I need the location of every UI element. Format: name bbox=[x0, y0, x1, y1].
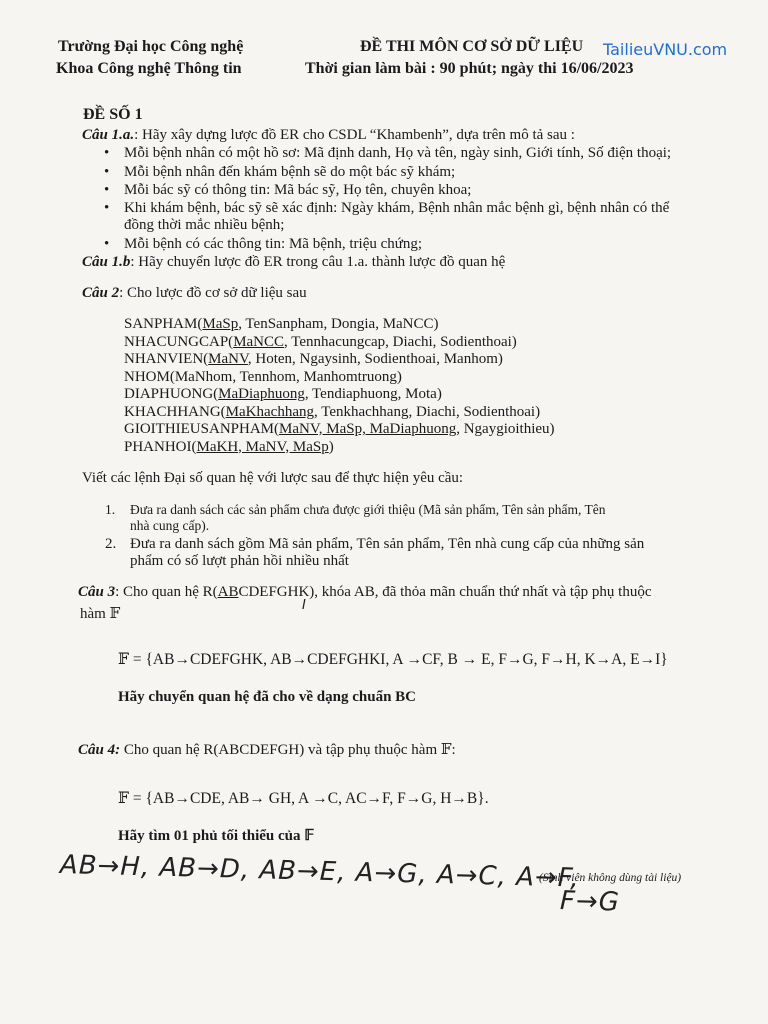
q2-item-1-cont: nhà cung cấp). bbox=[130, 518, 210, 533]
school-name: Trường Đại học Công nghệ bbox=[58, 38, 244, 55]
question-label: Câu 1.b bbox=[82, 254, 131, 270]
q4-fd-set: 𝔽 = {AB→CDE, AB→ GH, A →C, AC→F, F→G, H→B}. bbox=[118, 790, 489, 807]
relation-row: DIAPHUONG(MaDiaphuong, Tendiaphuong, Mota) bbox=[124, 386, 442, 402]
relation-list bbox=[124, 316, 555, 456]
handwritten-mark: I bbox=[302, 598, 306, 613]
q2-item-2: 2. Đưa ra danh sách gồm Mã sản phẩm, Tên sản phẩm, Tên nhà cung cấp của những sản bbox=[105, 536, 645, 552]
q2-item-2-cont: phẩm có số lượt phản hồi nhiều nhất bbox=[130, 553, 349, 569]
question-text: : Hãy chuyển lược đồ ER trong câu 1.a. thành lược đồ quan hệ bbox=[130, 254, 506, 270]
question-4: Câu 4: Cho quan hệ R(ABCDEFGH) và tập phụ thuộc hàm 𝔽: bbox=[78, 742, 456, 758]
faculty-name: Khoa Công nghệ Thông tin bbox=[56, 60, 242, 77]
relation-row: NHANVIEN(MaNV, Hoten, Ngaysinh, Sodienthoai, Manhom) bbox=[124, 351, 503, 367]
relation-row: KHACHHANG(MaKhachhang, Tenkhachhang, Diachi, Sodienthoai) bbox=[124, 403, 541, 420]
footer-note: (Sinh viên không dùng tài liệu) bbox=[539, 872, 682, 884]
question-label: Câu 3 bbox=[78, 584, 116, 600]
list-item: • Mỗi bác sỹ có thông tin: Mã bác sỹ, Họ tên, chuyên khoa; bbox=[104, 182, 472, 198]
bullet-icon: • bbox=[104, 164, 110, 180]
q3-fd-set: 𝔽 = {AB→CDEFGHK, AB→CDEFGHKI, A →CF, B → E, F→G, F→H, K→A, E→I} bbox=[118, 651, 668, 668]
relation-row: NHACUNGCAP(MaNCC, Tennhacungcap, Diachi, Sodienthoai) bbox=[124, 333, 517, 350]
bullet-icon: • bbox=[104, 236, 110, 252]
exam-number: ĐỀ SỐ 1 bbox=[83, 106, 143, 123]
item-number: 1. bbox=[105, 502, 116, 517]
exam-title: ĐỀ THI MÔN CƠ SỞ DỮ LIỆU bbox=[360, 38, 584, 55]
handwritten-answer: AB→H, AB→D, AB→E, A→G, A→C, A→F, bbox=[59, 850, 580, 894]
question-3-cont: hàm 𝔽 bbox=[80, 606, 121, 622]
q4-task: Hãy tìm 01 phủ tối thiểu của 𝔽 bbox=[118, 828, 315, 844]
q2-instruction: Viết các lệnh Đại số quan hệ với lược sau để thực hiện yêu cầu: bbox=[82, 470, 464, 486]
question-3: Câu 3: Cho quan hệ R(ABCDEFGHK), khóa AB, đã thỏa mãn chuẩn thứ nhất và tập phụ thuộc bbox=[78, 584, 652, 600]
relation-row: GIOITHIEUSANPHAM(MaNV, MaSp, MaDiaphuong, Ngaygioithieu) bbox=[124, 421, 555, 437]
watermark-link[interactable]: TailieuVNU.com bbox=[603, 40, 728, 59]
q3-task: Hãy chuyển quan hệ đã cho về dạng chuẩn BC bbox=[118, 689, 416, 705]
q2-item-1: 1. Đưa ra danh sách các sản phẩm chưa được giới thiệu (Mã sản phẩm, Tên sản phẩm, Tên bbox=[105, 502, 606, 517]
relation-row: SANPHAM(MaSp, TenSanpham, Dongia, MaNCC) bbox=[124, 316, 439, 332]
item-number: 2. bbox=[105, 536, 117, 552]
list-item: • Mỗi bệnh nhân đến khám bệnh sẽ do một bác sỹ khám; bbox=[104, 164, 456, 180]
question-2 bbox=[82, 285, 307, 302]
handwritten-answer-cont: F→G bbox=[559, 886, 621, 918]
bullet-icon: • bbox=[104, 200, 110, 216]
list-item: • Mỗi bệnh nhân có một hồ sơ: Mã định danh, Họ và tên, ngày sinh, Giới tính, Số điện thoại; bbox=[104, 145, 672, 161]
question-text: : Cho lược đồ cơ sở dữ liệu sau bbox=[119, 285, 307, 301]
bullet-icon: • bbox=[104, 145, 110, 161]
question-label: Câu 2 bbox=[82, 285, 120, 301]
question-text: : Hãy xây dựng lược đồ ER cho CSDL “Khambenh”, dựa trên mô tả sau : bbox=[134, 127, 575, 143]
relation-row: NHOM(MaNhom, Tennhom, Manhomtruong) bbox=[124, 368, 402, 385]
question-1a bbox=[82, 127, 575, 144]
question-1b bbox=[82, 254, 505, 271]
list-item-continuation: đồng thời mắc nhiều bệnh; bbox=[124, 217, 285, 233]
bullet-icon: • bbox=[104, 182, 110, 198]
question-label: Câu 1.a. bbox=[82, 127, 135, 143]
question-label: Câu 4: bbox=[78, 742, 121, 758]
list-item: • Khi khám bệnh, bác sỹ sẽ xác định: Ngày khám, Bệnh nhân mắc bệnh gì, bệnh nhân có thể bbox=[104, 200, 670, 216]
exam-time-info: Thời gian làm bài : 90 phút; ngày thi 16/06/2023 bbox=[305, 60, 634, 77]
list-item: • Mỗi bệnh có các thông tin: Mã bệnh, triệu chứng; bbox=[104, 236, 423, 252]
relation-row: PHANHOI(MaKH, MaNV, MaSp) bbox=[124, 438, 334, 455]
